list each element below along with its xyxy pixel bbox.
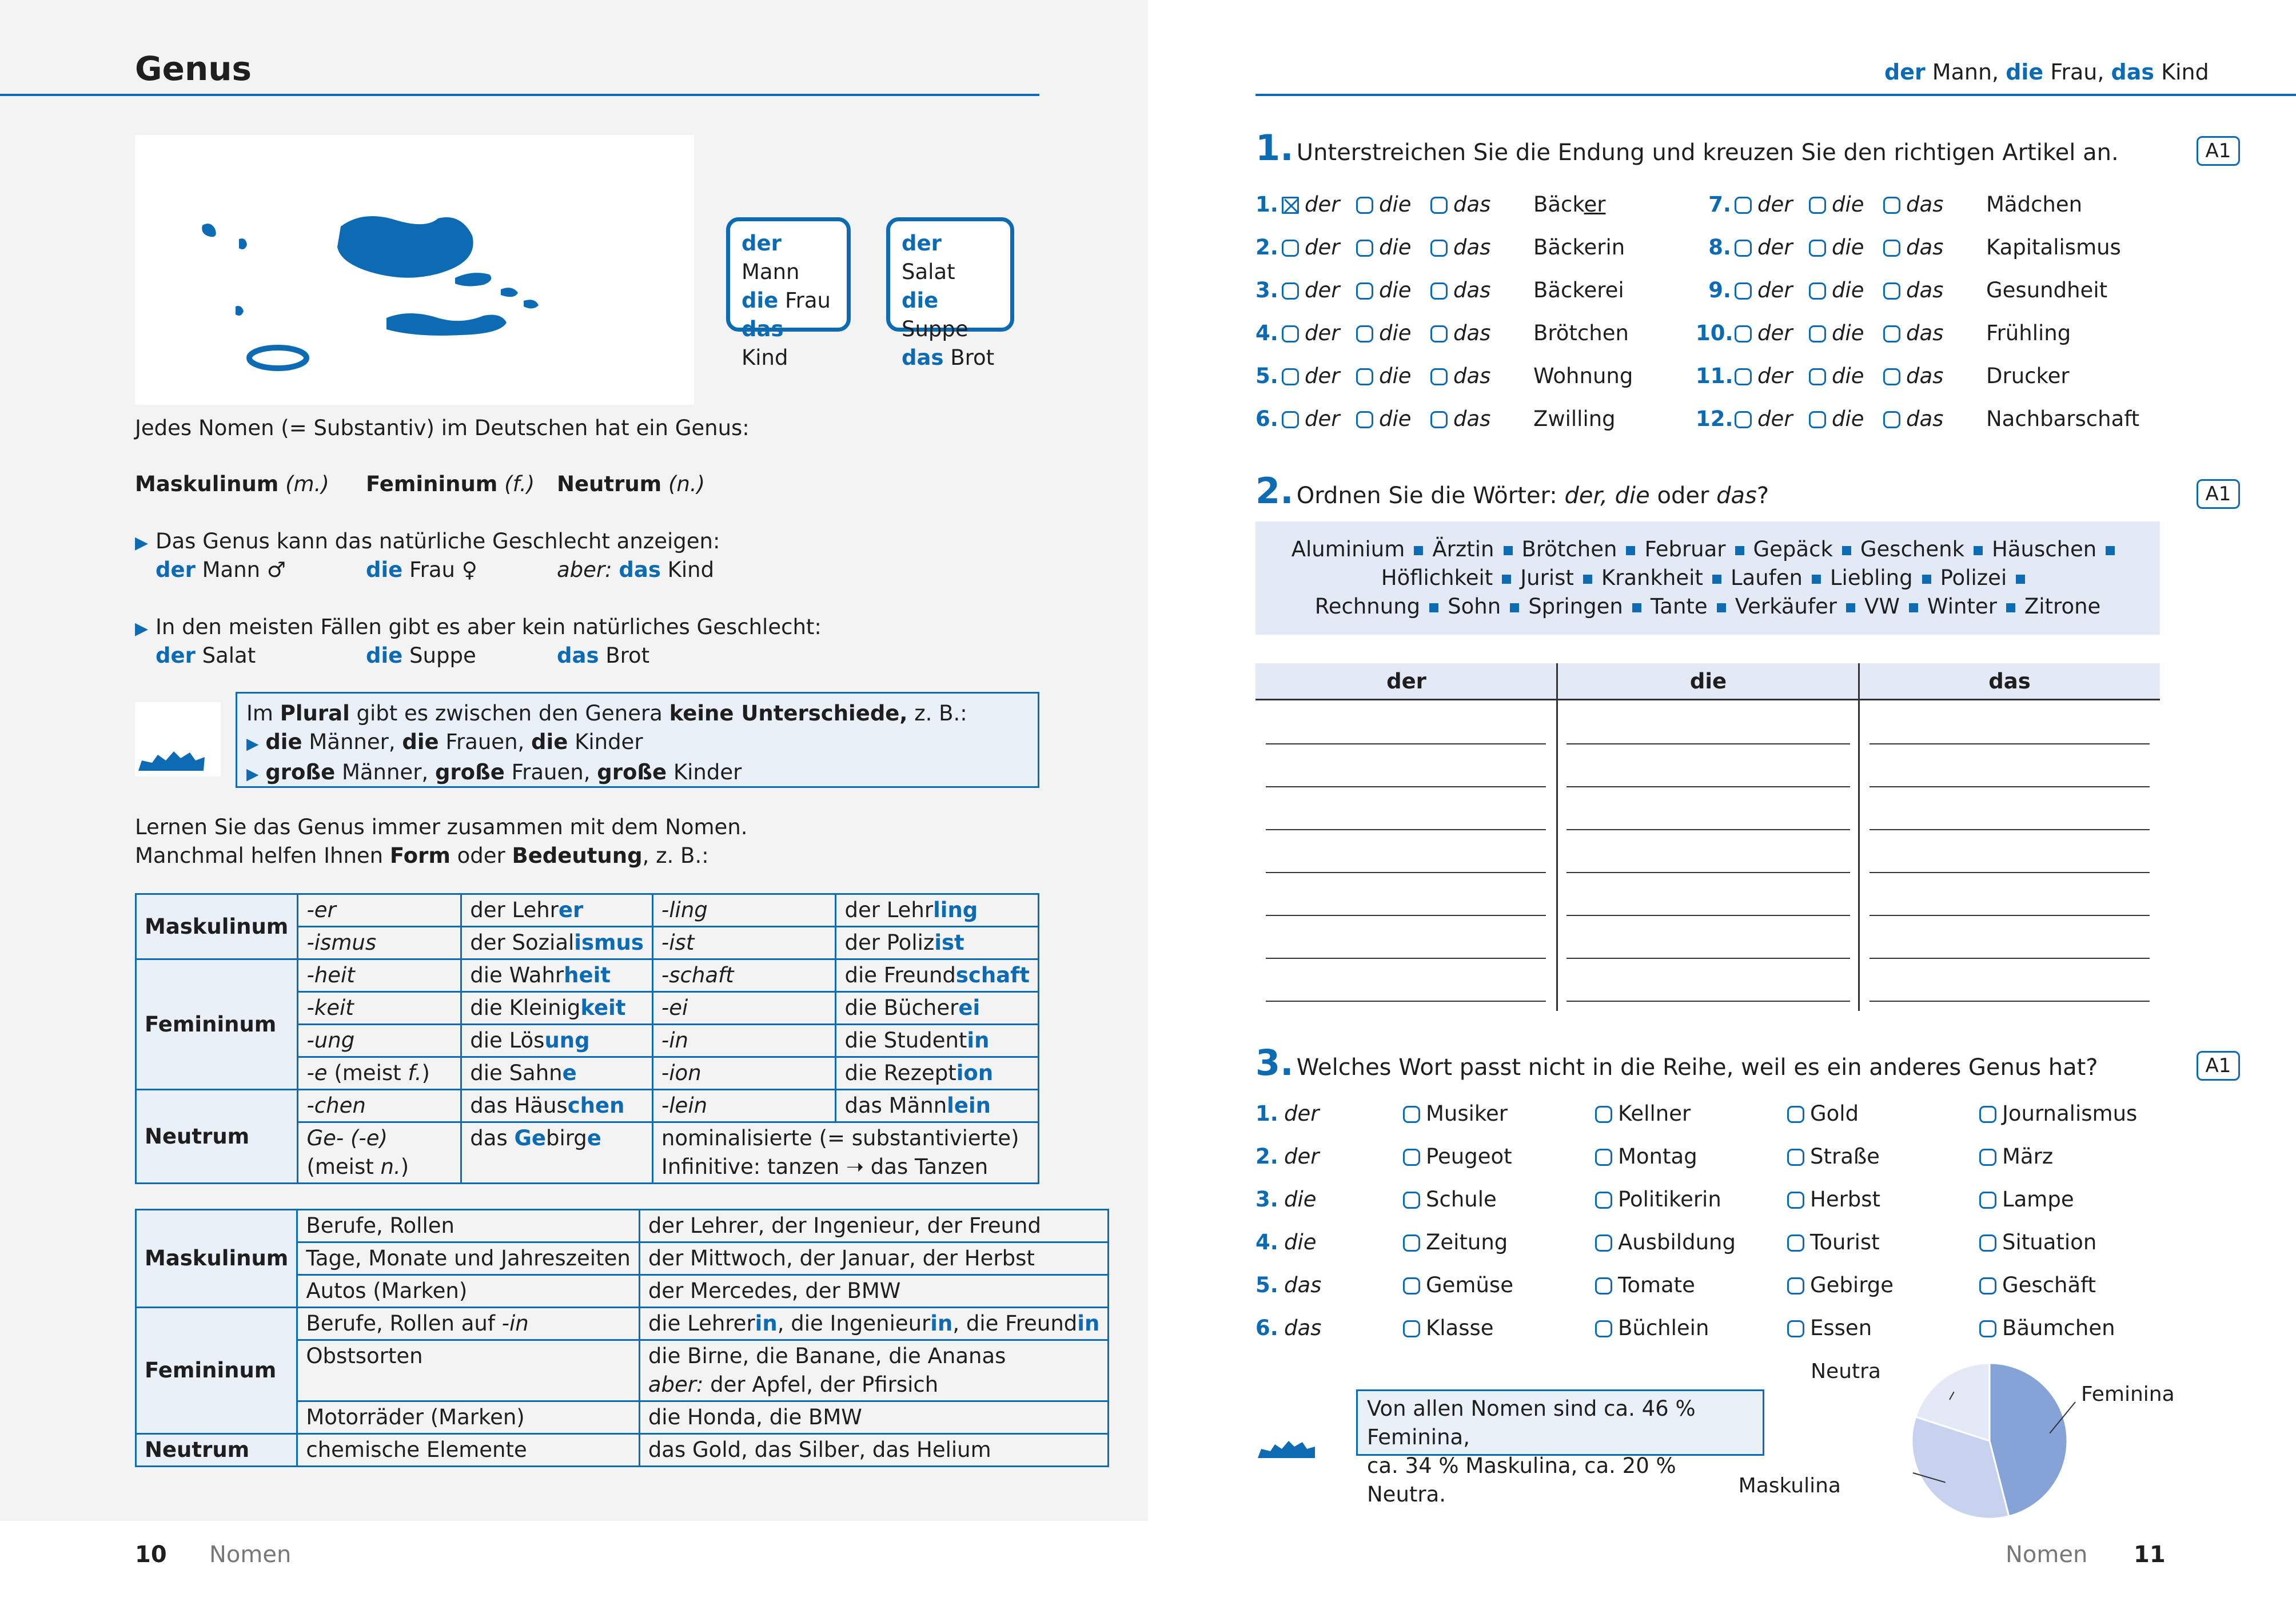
suffix-cell: -er (298, 894, 461, 927)
square-bullet-icon (1632, 603, 1641, 612)
header-examples: der Mann, die Frau, das Kind (1884, 59, 2209, 85)
square-bullet-icon (1909, 603, 1918, 612)
plural-info-box (236, 692, 1039, 788)
word-row (1255, 564, 2160, 592)
word-item: Ärztin (1432, 537, 1494, 561)
square-bullet-icon (1842, 546, 1851, 555)
card-noun: Mann (742, 260, 800, 284)
square-bullet-icon (1922, 575, 1931, 584)
pie-label-maskulina: Maskulina (1738, 1474, 1841, 1497)
suffix-cell: Ge- (-e) (meist n.) (298, 1122, 461, 1184)
example-cell: das Gebirge (461, 1122, 653, 1184)
plural-info-line: Im Plural gibt es zwischen den Genera keine Unterschiede, z. B.: (246, 701, 967, 726)
example-cell: der Mercedes, der BMW (639, 1275, 1108, 1308)
checkbox[interactable] (1356, 197, 1373, 214)
word-item: Gepäck (1753, 537, 1833, 561)
word-item: VW (1864, 594, 1900, 619)
checkbox[interactable] (1403, 1277, 1420, 1295)
example-cell: der Polizist (836, 927, 1039, 959)
square-bullet-icon (1846, 603, 1855, 612)
answer-line[interactable] (1266, 915, 1546, 916)
suffix-cell: -ist (652, 927, 836, 959)
checkbox[interactable] (1595, 1149, 1612, 1166)
answer-line[interactable] (1566, 958, 1850, 959)
card-noun: Kind (742, 345, 788, 370)
suffix-cell: -chen (298, 1090, 461, 1122)
triangle-bullet-icon: ▶ (135, 619, 149, 639)
page-number-right: 11 (2134, 1542, 2166, 1568)
suffix-table (135, 893, 1039, 1184)
statistics-tip-box (1356, 1389, 1764, 1507)
checkbox[interactable] (1430, 411, 1448, 428)
exercise-row: 2. der die das Bäckerin (1255, 235, 1625, 260)
suffix-cell: -ei (652, 992, 836, 1025)
table-header-femininum: Femininum (136, 959, 298, 1090)
checkbox[interactable] (1883, 282, 1900, 300)
checkbox[interactable] (1883, 240, 1900, 257)
example-cell: die Wahrheit (461, 959, 653, 992)
word-item: Krankheit (1601, 565, 1703, 590)
example-card-people (726, 217, 851, 370)
exercise-row: 6. das Klasse Büchlein Essen Bäumchen (1255, 1316, 2115, 1340)
word-item: Brötchen (1521, 537, 1617, 561)
column-divider (1858, 663, 1860, 1011)
word-row (1255, 535, 2160, 564)
word-item: Liebling (1829, 565, 1913, 590)
bullet-no-natural-gender: ▶ In den meisten Fällen gibt es aber kein natürliches Geschlecht: (135, 613, 822, 643)
answer-line[interactable] (1266, 743, 1546, 744)
checkbox-checked[interactable] (1282, 197, 1299, 214)
exercise-row: 5. der die das Wohnung (1255, 364, 1633, 388)
answer-line[interactable] (1566, 786, 1850, 787)
page-title: Genus (135, 49, 252, 88)
card-noun: Frau (785, 288, 831, 313)
checkbox[interactable] (1595, 1106, 1612, 1123)
suffix-cell: -ling (652, 894, 836, 927)
example-card-food (886, 217, 1014, 370)
checkbox[interactable] (1403, 1149, 1420, 1166)
checkbox[interactable] (1282, 325, 1299, 342)
word-item: Zitrone (2024, 594, 2101, 619)
example-cell: die Kleinigkeit (461, 992, 653, 1025)
exercise-row: 5. das Gemüse Tomate Gebirge Geschäft (1255, 1273, 2096, 1297)
square-bullet-icon (2106, 546, 2115, 555)
intro-text: Jedes Nomen (= Substantiv) im Deutschen hat ein Genus: (135, 416, 750, 440)
square-bullet-icon (1717, 603, 1726, 612)
example-cell: der Lehrling (836, 894, 1039, 927)
table-header-neutrum: Neutrum (136, 1434, 297, 1467)
example-cell: das Häuschen (461, 1090, 653, 1122)
genus-maskulinum: Maskulinum (m.) (135, 472, 329, 496)
checkbox[interactable] (1979, 1277, 1996, 1295)
exercise-1-left-column (1255, 183, 1633, 440)
category-cell: Tage, Monate und Jahreszeiten (297, 1242, 639, 1275)
checkbox[interactable] (1787, 1320, 1804, 1337)
checkbox[interactable] (1403, 1192, 1420, 1209)
plural-example-grosse: ▶ große Männer, große Frauen, große Kinder (246, 760, 742, 784)
word-item: Polizei (1940, 565, 2007, 590)
table-header-neutrum: Neutrum (136, 1090, 298, 1184)
level-badge: A1 (2197, 136, 2240, 166)
checkbox[interactable] (1809, 325, 1826, 342)
nominalized-infinitive-cell: nominalisierte (= substantivierte) Infinitive: tanzen ➝ das Tanzen (652, 1122, 1038, 1184)
card-article: der (902, 231, 942, 256)
checkbox[interactable] (1979, 1320, 1996, 1337)
word-item: Aluminium (1291, 537, 1405, 561)
checkbox[interactable] (1356, 325, 1373, 342)
answer-line[interactable] (1870, 872, 2150, 873)
square-bullet-icon (1583, 575, 1592, 584)
word-item: Häuschen (1992, 537, 2097, 561)
checkbox[interactable] (1430, 282, 1448, 300)
checkbox[interactable] (1403, 1234, 1420, 1252)
tip-line: ca. 34 % Maskulina, ca. 20 % Neutra. (1367, 1453, 1676, 1507)
tip-illustration (135, 702, 221, 776)
checkbox[interactable] (1979, 1106, 1996, 1123)
checkbox[interactable] (1735, 368, 1752, 385)
page-number-left: 10 (135, 1542, 167, 1568)
checkbox[interactable] (1595, 1277, 1612, 1295)
checkbox[interactable] (1735, 325, 1752, 342)
answer-line[interactable] (1566, 915, 1850, 916)
square-bullet-icon (1414, 546, 1423, 555)
checkbox[interactable] (1356, 240, 1373, 257)
example-cell: der Sozialismus (461, 927, 653, 959)
genus-pie-chart (1738, 1349, 2175, 1532)
example-cell: die Studentin (836, 1025, 1039, 1057)
triangle-bullet-icon: ▶ (135, 533, 149, 553)
checkbox[interactable] (1282, 368, 1299, 385)
suffix-cell: -heit (298, 959, 461, 992)
suffix-cell: -schaft (652, 959, 836, 992)
answer-line[interactable] (1566, 829, 1850, 830)
tip-line: Von allen Nomen sind ca. 46 % Feminina, (1367, 1396, 1696, 1449)
section-name-right: Nomen (2006, 1542, 2088, 1568)
checkbox[interactable] (1787, 1149, 1804, 1166)
exercise-row: 1. der die das Bäcker (1255, 192, 1606, 217)
example-cell: das Gold, das Silber, das Helium (639, 1434, 1108, 1467)
example-brot: das Brot (557, 643, 650, 668)
checkbox[interactable] (1403, 1106, 1420, 1123)
exercise-row: 4. die Zeitung Ausbildung Tourist Situation (1255, 1230, 2097, 1254)
word-item: Jurist (1520, 565, 1574, 590)
answer-line[interactable] (1266, 958, 1546, 959)
answer-line[interactable] (1266, 872, 1546, 873)
square-bullet-icon (1712, 575, 1721, 584)
checkbox[interactable] (1735, 282, 1752, 300)
exercise-row: 3. die Schule Politikerin Herbst Lampe (1255, 1187, 2074, 1212)
checkbox[interactable] (1883, 411, 1900, 428)
answer-line[interactable] (1566, 1001, 1850, 1002)
exercise-row: 3. der die das Bäckerei (1255, 278, 1624, 302)
people-illustration (135, 135, 694, 405)
checkbox[interactable] (1809, 411, 1826, 428)
word-item: Tante (1650, 594, 1708, 619)
square-bullet-icon (1502, 575, 1511, 584)
exercise-2-heading: 2. Ordnen Sie die Wörter: der, die oder das? (1255, 470, 1769, 512)
checkbox[interactable] (1883, 325, 1900, 342)
checkbox[interactable] (1809, 197, 1826, 214)
example-kind: aber: das Kind (557, 557, 715, 582)
word-item: Verkäufer (1735, 594, 1837, 619)
checkbox[interactable] (1430, 240, 1448, 257)
category-cell: Obstsorten (297, 1340, 639, 1401)
square-bullet-icon (1429, 603, 1438, 612)
answer-line[interactable] (1870, 743, 2150, 744)
exercise-1-right-column (1696, 183, 2139, 440)
card-article: die (902, 288, 939, 313)
column-header-der: der (1255, 663, 1557, 699)
column-header-die: die (1557, 663, 1859, 699)
example-cell: die Lehrerin, die Ingenieurin, die Freundin (639, 1308, 1108, 1340)
meaning-table (135, 1209, 1109, 1467)
exercise-row: 8. der die das Kapitalismus (1708, 235, 2121, 260)
checkbox[interactable] (1430, 368, 1448, 385)
card-article: die (742, 288, 779, 313)
square-bullet-icon (1504, 546, 1513, 555)
word-item: Sohn (1448, 594, 1501, 619)
table-header-maskulinum: Maskulinum (136, 1210, 297, 1308)
group-icon (135, 702, 221, 776)
answer-table-rule (1255, 699, 2160, 700)
square-bullet-icon (2016, 575, 2025, 584)
card-article: das (902, 345, 944, 370)
learn-text-2: Manchmal helfen Ihnen Form oder Bedeutung, z. B.: (135, 843, 709, 868)
example-cell: der Lehrer, der Ingenieur, der Freund (639, 1210, 1108, 1242)
example-cell: die Freundschaft (836, 959, 1039, 992)
suffix-cell: -lein (652, 1090, 836, 1122)
suffix-cell: -keit (298, 992, 461, 1025)
answer-line[interactable] (1266, 1001, 1546, 1002)
card-noun: Suppe (902, 317, 968, 341)
suffix-cell: -in (652, 1025, 836, 1057)
example-cell: die Birne, die Banane, die Ananas aber: der Apfel, der Pfirsich (639, 1340, 1108, 1401)
example-suppe: die Suppe (366, 643, 476, 668)
answer-line[interactable] (1870, 829, 2150, 830)
word-item: Höflichkeit (1381, 565, 1493, 590)
checkbox[interactable] (1787, 1192, 1804, 1209)
exercise-3-rows (1255, 1092, 2137, 1349)
example-cell: die Rezeption (836, 1057, 1039, 1090)
suffix-cell: -e (meist f.) (298, 1057, 461, 1090)
header-rule (1255, 94, 2296, 96)
square-bullet-icon (2006, 603, 2015, 612)
example-cell: die Sahne (461, 1057, 653, 1090)
word-item: Rechnung (1314, 594, 1421, 619)
answer-line[interactable] (1266, 786, 1546, 787)
suffix-cell: -ismus (298, 927, 461, 959)
exercise-3-heading: 3. Welches Wort passt nicht in die Reihe, weil es ein anderes Genus hat? (1255, 1042, 2098, 1084)
square-bullet-icon (1812, 575, 1821, 584)
level-badge: A1 (2197, 479, 2240, 509)
title-rule (0, 94, 1039, 96)
example-cell: der Mittwoch, der Januar, der Herbst (639, 1242, 1108, 1275)
table-header-maskulinum: Maskulinum (136, 894, 298, 959)
tip-illustration (1255, 1412, 1330, 1464)
pie-label-feminina: Feminina (2081, 1383, 2175, 1406)
checkbox[interactable] (1787, 1106, 1804, 1123)
exercise-row: 9. der die das Gesundheit (1708, 278, 2108, 302)
exercise-row: 10. der die das Frühling (1696, 321, 2071, 345)
group-icon (1255, 1412, 1330, 1464)
card-noun: Brot (950, 345, 995, 370)
checkbox[interactable] (1282, 411, 1299, 428)
example-mann: der Mann ♂ (156, 557, 286, 582)
word-item: Laufen (1730, 565, 1803, 590)
example-cell: die Lösung (461, 1025, 653, 1057)
square-bullet-icon (1510, 603, 1519, 612)
example-cell: das Männlein (836, 1090, 1039, 1122)
checkbox[interactable] (1735, 411, 1752, 428)
example-cell: die Bücherei (836, 992, 1039, 1025)
genus-neutrum: Neutrum (n.) (557, 472, 705, 496)
answer-line[interactable] (1870, 1001, 2150, 1002)
checkbox[interactable] (1356, 282, 1373, 300)
plural-example-die: ▶ die Männer, die Frauen, die Kinder (246, 730, 643, 754)
square-bullet-icon (1626, 546, 1635, 555)
checkbox[interactable] (1595, 1320, 1612, 1337)
bullet-natural-gender: ▶ Das Genus kann das natürliche Geschlecht anzeigen: (135, 527, 720, 557)
checkbox[interactable] (1430, 325, 1448, 342)
exercise-row: 11. der die das Drucker (1696, 364, 2070, 388)
illustration-panel (135, 135, 694, 405)
checkbox[interactable] (1979, 1192, 1996, 1209)
section-name-left: Nomen (209, 1542, 292, 1568)
word-item: Winter (1927, 594, 1997, 619)
checkbox[interactable] (1735, 197, 1752, 214)
card-article: der (742, 231, 782, 256)
word-row (1255, 592, 2160, 621)
card-article: das (742, 317, 784, 341)
column-header-das: das (1859, 663, 2160, 699)
exercise-row: 7. der die das Mädchen (1708, 192, 2083, 217)
checkbox[interactable] (1282, 240, 1299, 257)
answer-line[interactable] (1870, 786, 2150, 787)
table-header-femininum: Femininum (136, 1308, 297, 1434)
checkbox[interactable] (1356, 368, 1373, 385)
exercise-row: 2. der Peugeot Montag Straße März (1255, 1144, 2054, 1169)
exercise-row: 6. der die das Zwilling (1255, 407, 1616, 431)
square-bullet-icon (1735, 546, 1744, 555)
word-item: Geschenk (1860, 537, 1965, 561)
card-noun: Salat (902, 260, 955, 284)
pie-label-neutra: Neutra (1811, 1360, 1881, 1383)
checkbox[interactable] (1883, 197, 1900, 214)
answer-line[interactable] (1566, 872, 1850, 873)
checkbox[interactable] (1787, 1234, 1804, 1252)
category-cell: Berufe, Rollen (297, 1210, 639, 1242)
category-cell: Motorräder (Marken) (297, 1401, 639, 1434)
checkbox[interactable] (1809, 240, 1826, 257)
word-item: Februar (1644, 537, 1726, 561)
answer-line[interactable] (1266, 829, 1546, 830)
checkbox[interactable] (1403, 1320, 1420, 1337)
learn-text-1: Lernen Sie das Genus immer zusammen mit dem Nomen. (135, 815, 748, 839)
checkbox[interactable] (1787, 1277, 1804, 1295)
column-divider (1556, 663, 1558, 1011)
example-cell: der Lehrer (461, 894, 653, 927)
answer-line[interactable] (1870, 958, 2150, 959)
checkbox[interactable] (1735, 240, 1752, 257)
exercise-1-heading: 1. Unterstreichen Sie die Endung und kreuzen Sie den richtigen Artikel an. (1255, 127, 2119, 169)
checkbox[interactable] (1809, 368, 1826, 385)
checkbox[interactable] (1282, 282, 1299, 300)
genus-femininum: Femininum (f.) (366, 472, 535, 496)
suffix-cell: -ion (652, 1057, 836, 1090)
exercise-row: 4. der die das Brötchen (1255, 321, 1629, 345)
checkbox[interactable] (1979, 1149, 1996, 1166)
answer-line[interactable] (1870, 915, 2150, 916)
checkbox[interactable] (1809, 282, 1826, 300)
square-bullet-icon (1974, 546, 1983, 555)
checkbox[interactable] (1883, 368, 1900, 385)
word-item: Springen (1528, 594, 1623, 619)
exercise-row: 1. der Musiker Kellner Gold Journalismus (1255, 1101, 2138, 1126)
exercise-row: 12. der die das Nachbarschaft (1696, 407, 2140, 431)
word-box (1255, 521, 2160, 635)
checkbox[interactable] (1356, 411, 1373, 428)
level-badge: A1 (2197, 1051, 2240, 1081)
checkbox[interactable] (1430, 197, 1448, 214)
example-frau: die Frau ♀ (366, 557, 477, 582)
answer-line[interactable] (1566, 743, 1850, 744)
category-cell: chemische Elemente (297, 1434, 639, 1467)
suffix-cell: -ung (298, 1025, 461, 1057)
checkbox[interactable] (1595, 1192, 1612, 1209)
checkbox[interactable] (1595, 1234, 1612, 1252)
checkbox[interactable] (1979, 1234, 1996, 1252)
category-cell: Berufe, Rollen auf -in (297, 1308, 639, 1340)
example-salat: der Salat (156, 643, 256, 668)
category-cell: Autos (Marken) (297, 1275, 639, 1308)
example-cell: die Honda, die BMW (639, 1401, 1108, 1434)
